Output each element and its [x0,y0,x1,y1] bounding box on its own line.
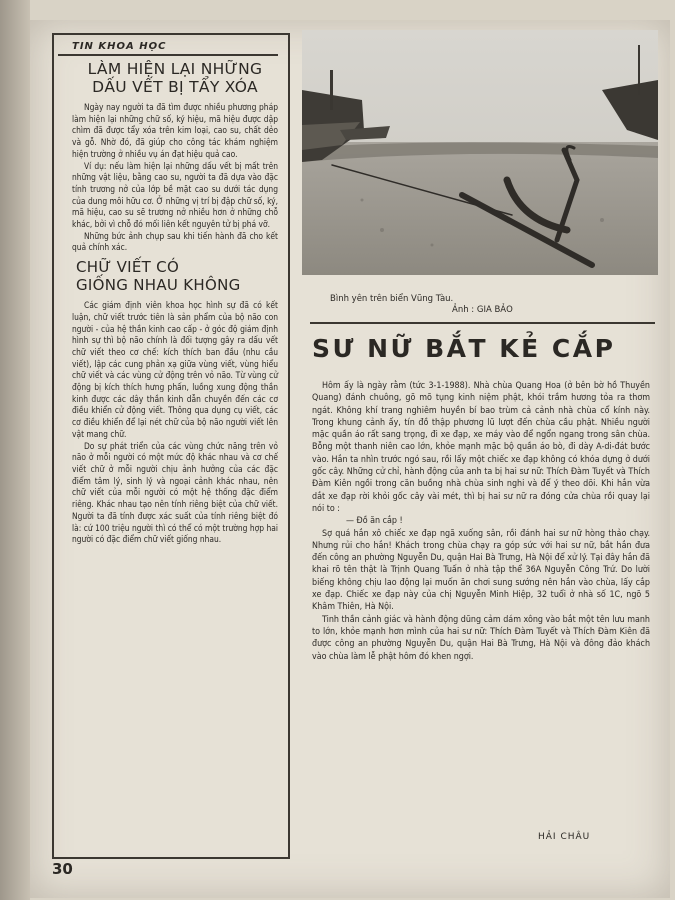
section-tag: TIN KHOA HỌC [58,41,278,56]
science-news-column [52,33,290,859]
article2-title-line1: CHỮ VIẾT CÓ [76,258,180,277]
photo-caption: Bình yên trên biển Vũng Tàu. [330,294,454,304]
beach-boats-image [302,30,658,275]
article1-title [72,60,278,96]
author-name: HẢI CHÂU [538,832,591,842]
main-article-body [312,380,650,663]
main-article-title: SƯ NỮ BẮT KẺ CẮP [312,334,616,363]
main-paragraph: Tinh thần cảnh giác và hành động dũng cảm dám xông vào bắt một tên lưu manh to lớn, khỏe mạnh hơn mình của hai sư nữ: Thích Đàm Tuyết và Thích Đàm Kiên đã được công an phường Nguyễn Du, quận Hai Bà Trưng, Hà Nội và đông đảo khách vào chùa làm lễ phật hôm đó khen ngợi. [312,614,650,662]
main-paragraph: Sợ quá hắn xô chiếc xe đạp ngã xuống sân, rồi đánh hai sư nữ hòng thảo chạy. Nhưng rủi cho hắn! Khách trong chùa chạy ra góp sức với hai sư nữ, bắt hắn đưa đến công an phường Nguyễn Du, quận Hai Bà Trưng, Hà Nội để xử lý. Tại đây hắn đã khai rõ tên thật là Trịnh Quang Tuấn ở nhà tập thể 36A Nguyễn Công Trứ. Do lười biếng không chịu lao động lại muốn ăn chơi sung sướng nên hắn vào chùa, lấy cắp xe đạp. Chiếc xe đạp này của chị Nguyễn Minh Hiệp, 32 tuổi ở nhà số 1C, ngõ 5 Khâm Thiên, Hà Nội. [312,528,650,613]
article2-title-line2: GIỐNG NHAU KHÔNG [76,276,241,295]
beach-photo [302,30,658,275]
photo-credit: Ảnh : GIA BẢO [452,305,513,315]
main-paragraph: Hôm ấy là ngày rằm (tức 3-1-1988). Nhà chùa Quang Hoa (ở bên bờ hồ Thuyền Quang) đánh chuông, gõ mõ tụng kinh niệm phật, khói trầm hương tỏa ra thơm ngát. Không khí trang nghiêm huyền bí bao trùm cả cảnh nhà chùa cổ kính này. Trong khung cảnh ấy, tín đồ thập phương lũ lượt đến chùa cầu phật. Nhiều người mặc quần áo rất sang trọng, đi xe đạp, xe máy vào để ngổn ngang trong sân chùa. Bỗng một thanh niên cao lớn, khỏe mạnh mặc bộ quần áo bò, đi dày A-di-đát bước vào. Hắn ta nhìn trước ngó sau, rồi lấy một chiếc xe đạp không có khóa dựng ở dưới gốc cây. Những cử chỉ, hành động của anh ta bị hai sư nữ: Thích Đàm Tuyết và Thích Đàm Kiên ngồi trong căn buồng nhà chùa sinh nghi và để ý theo dõi. Khi hắn vừa dắt xe đạp rời khỏi gốc cây vài mét, thì bị hai sư nữ ra đóng cửa chùa rồi quay lại nói to : [312,381,650,514]
article2-paragraph: Các giám định viên khoa học hình sự đã có kết luận, chữ viết trước tiên là sản phẩm của bộ não con người - của hệ thần kinh cao cấp - ở góc độ giám định hình sự thì bộ não chính là đối tượng gây ra dấu vết chữ viết theo cơ chế: kích thích ban đầu (nhu cầu viết), lập các cung phản xạ giữa vùng viết, vùng hiểu chữ viết và các vùng cử động trên vỏ não. Từ vùng cử động bị kích thích hưng phấn, luồng xung động thần kinh được các dây thần kinh dẫn chuyền đến các cơ điều khiển cử động viết. Thông qua dụng cụ viết, các cơ điều khiển để lại nét chữ của bộ não người viết lên vật mang chữ. [72,300,278,439]
article1-paragraph: Ví dụ: nếu làm hiện lại những dấu vết bị mất trên những vật liệu, bằng cao su, người ta đã dựa vào đặc tính trương nở của lớp bề mặt cao su dưới tác dụng của dung môi hữu cơ. Ở những vị trí bị đập chữ số, ký, mã hiệu, cao su sẽ trương nở nhiều hơn ở những chỗ khác, bởi vì chỗ đó mối liên kết nguyên tử bị phá vỡ. [72,160,278,230]
article1-paragraph: Ngày nay người ta đã tìm được nhiều phương pháp làm hiện lại những chữ số, ký hiệu, mã hiệu được dập chìm đã được tẩy xóa trên kim loại, cao su, chất dẻo và gỗ. Nhờ đó, đã giúp cho công tác khám nghiệm hiện trường ở nhiều vụ án đạt hiệu quả cao. [72,102,278,159]
article2-title [72,258,278,294]
page-number: 30 [52,860,73,878]
article2-paragraph: Do sự phát triển của các vùng chức năng trên vỏ não ở mỗi người có một mức độ khác nhau và cơ chế viết chữ ở mỗi người chịu ảnh hưởng của các đặc điểm tâm lý, sinh lý và ngoại cảnh khác nhau, nên chữ viết của mỗi người có một hệ thống đặc điểm riêng. Khác nhau tạo nên tính riêng biệt của chữ viết. Người ta đã tính được xác suất của tính riêng biệt đó là: cứ 100 triệu người thì có thể có một trường hợp hai người có đặc điểm chữ viết giống nhau. [72,440,278,545]
article1-paragraph: Những bức ảnh chụp sau khi tiến hành đã cho kết quả chính xác. [72,230,278,253]
page-edge-shadow [0,0,30,900]
article1-title-line1: LÀM HIỆN LẠI NHỮNG [87,60,263,78]
main-dialog-line: — Đồ ăn cắp ! [346,516,403,527]
article1-title-line2: DẤU VẾT BỊ TẨY XÓA [92,78,258,96]
divider-rule [310,322,655,324]
